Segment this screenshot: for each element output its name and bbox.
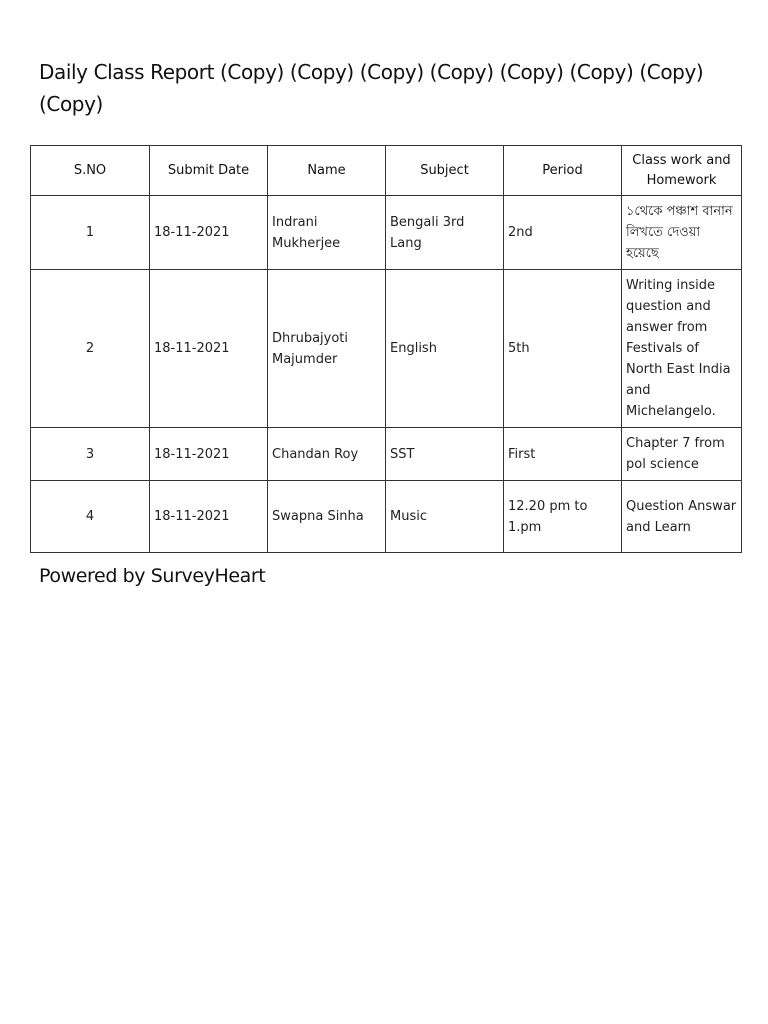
header-period: Period bbox=[504, 146, 622, 196]
cell-subject: Bengali 3rd Lang bbox=[386, 196, 504, 270]
table-header-row bbox=[31, 146, 742, 196]
cell-name: Swapna Sinha bbox=[268, 481, 386, 553]
cell-sno: 4 bbox=[31, 481, 150, 553]
header-classwork: Class work and Homework bbox=[622, 146, 742, 196]
cell-classwork: Chapter 7 from pol science bbox=[622, 428, 742, 481]
report-table bbox=[30, 145, 742, 553]
header-name: Name bbox=[268, 146, 386, 196]
table-row bbox=[31, 270, 742, 428]
cell-submit-date: 18-11-2021 bbox=[150, 428, 268, 481]
cell-period: 5th bbox=[504, 270, 622, 428]
cell-classwork: ১থেকে পঞ্চাশ বানান লিখতে দেওয়া হয়েছে bbox=[622, 196, 742, 270]
cell-subject: Music bbox=[386, 481, 504, 553]
cell-submit-date: 18-11-2021 bbox=[150, 481, 268, 553]
cell-sno: 1 bbox=[31, 196, 150, 270]
cell-classwork: Question Answar and Learn bbox=[622, 481, 742, 553]
cell-submit-date: 18-11-2021 bbox=[150, 270, 268, 428]
cell-period: 12.20 pm to 1.pm bbox=[504, 481, 622, 553]
table-row bbox=[31, 481, 742, 553]
cell-submit-date: 18-11-2021 bbox=[150, 196, 268, 270]
header-submit-date: Submit Date bbox=[150, 146, 268, 196]
cell-subject: SST bbox=[386, 428, 504, 481]
table-row bbox=[31, 196, 742, 270]
cell-name: Dhrubajyoti Majumder bbox=[268, 270, 386, 428]
cell-period: 2nd bbox=[504, 196, 622, 270]
powered-by-footer: Powered by SurveyHeart bbox=[39, 565, 266, 587]
cell-sno: 2 bbox=[31, 270, 150, 428]
cell-classwork: Writing inside question and answer from Festivals of North East India and Michelangelo. bbox=[622, 270, 742, 428]
table-row bbox=[31, 428, 742, 481]
cell-name: Chandan Roy bbox=[268, 428, 386, 481]
header-sno: S.NO bbox=[31, 146, 150, 196]
cell-period: First bbox=[504, 428, 622, 481]
cell-subject: English bbox=[386, 270, 504, 428]
cell-sno: 3 bbox=[31, 428, 150, 481]
page-title: Daily Class Report (Copy) (Copy) (Copy) (Copy) (Copy) (Copy) (Copy) (Copy) bbox=[39, 60, 704, 116]
header-subject: Subject bbox=[386, 146, 504, 196]
cell-name: Indrani Mukherjee bbox=[268, 196, 386, 270]
